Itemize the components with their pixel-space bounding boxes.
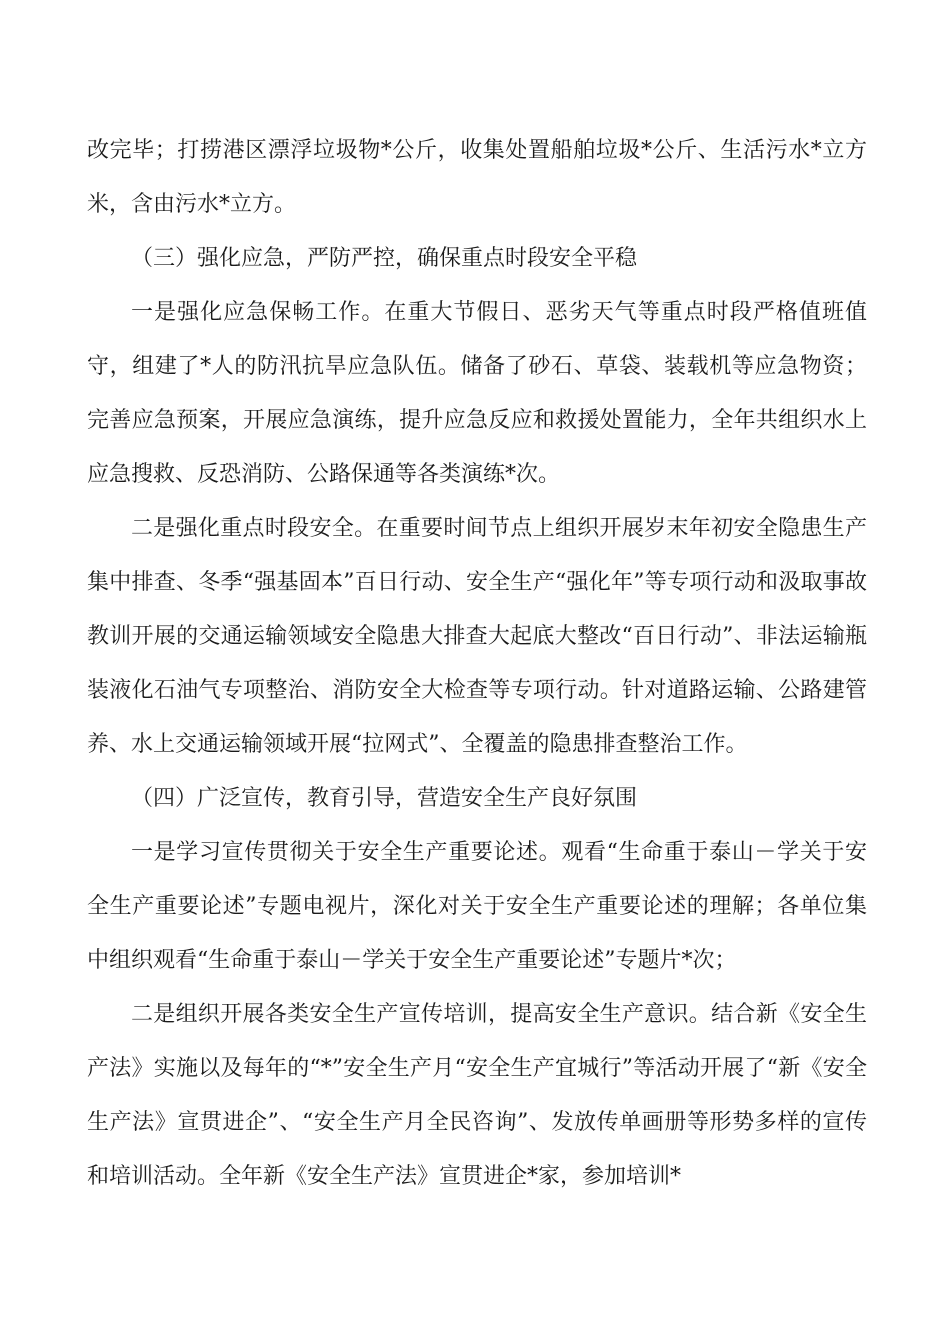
document-body <box>87 124 867 1204</box>
paragraph-emergency-support: 一是强化应急保畅工作。在重大节假日、恶劣天气等重点时段严格值班值守，组建了*人的防汛抗旱应急队伍。储备了砂石、草袋、装载机等应急物资；完善应急预案，开展应急演练，提升应急反应和救援处置能力，全年共组织水上应急搜救、反恐消防、公路保通等各类演练*次。 <box>87 300 867 487</box>
paragraph-key-period-safety: 二是强化重点时段安全。在重要时间节点上组织开展岁末年初安全隐患生产集中排查、冬季“强基固本”百日行动、安全生产“强化年”等专项行动和汲取事故教训开展的交通运输领域安全隐患大排查大起底大整改“百日行动”、非法运输瓶装液化石油气专项整治、消防安全大检查等专项行动。针对道路运输、公路建管养、水上交通运输领域开展“拉网式”、全覆盖的隐患排查整治工作。 <box>87 516 867 757</box>
paragraph-study-publicity: 一是学习宣传贯彻关于安全生产重要论述。观看“生命重于泰山－学关于安全生产重要论述”专题电视片，深化对关于安全生产重要论述的理解；各单位集中组织观看“生命重于泰山－学关于安全生产重要论述”专题片*次； <box>87 840 867 973</box>
section-heading-4: （四）广泛宣传，教育引导，营造安全生产良好氛围 <box>131 786 638 811</box>
section-heading-3: （三）强化应急，严防严控，确保重点时段安全平稳 <box>131 246 638 271</box>
paragraph-training: 二是组织开展各类安全生产宣传培训，提高安全生产意识。结合新《安全生产法》实施以及每年的“*”安全生产月“安全生产宜城行”等活动开展了“新《安全生产法》宣贯进企”、“安全生产月全民咨询”、发放传单画册等形势多样的宣传和培训活动。全年新《安全生产法》宣贯进企*家，参加培训* <box>87 1002 867 1189</box>
paragraph-continued: 改完毕；打捞港区漂浮垃圾物*公斤，收集处置船舶垃圾*公斤、生活污水*立方米，含由污水*立方。 <box>87 138 867 217</box>
